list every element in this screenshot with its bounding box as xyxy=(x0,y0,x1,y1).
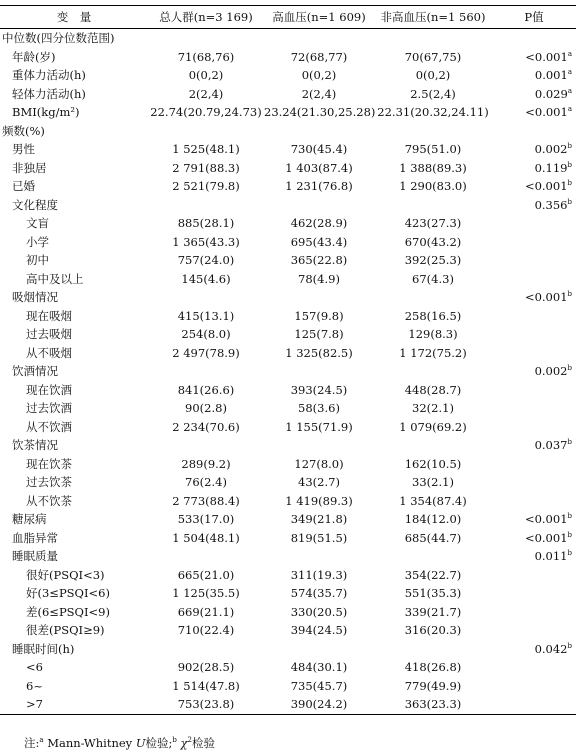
row-label: 文盲 xyxy=(26,216,49,230)
p-value-text: <0.001 xyxy=(524,512,568,526)
table-row xyxy=(0,362,576,381)
cell-non-hypertension xyxy=(374,362,492,381)
cell-total: 2 791(88.3) xyxy=(172,160,240,175)
cell-p-value xyxy=(492,677,576,696)
row-label: 从不吸烟 xyxy=(26,345,72,360)
table-row xyxy=(0,658,576,677)
row-label: 糖尿病 xyxy=(12,512,47,526)
row-label: 睡眠质量 xyxy=(12,549,58,563)
p-value-test-mark: b xyxy=(567,364,572,373)
cell-p-value xyxy=(492,492,576,511)
cell-total: 753(23.8) xyxy=(177,697,235,711)
cell-hypertension: 462(28.9) xyxy=(290,216,348,230)
cell-p-value xyxy=(492,122,576,141)
cell-p-value xyxy=(492,85,576,104)
cell-hypertension: 730(45.4) xyxy=(290,142,348,156)
row-label: 已婚 xyxy=(12,179,35,193)
table-row xyxy=(0,510,576,529)
table-header xyxy=(0,6,576,29)
table-row xyxy=(0,677,576,696)
table-row xyxy=(0,584,576,603)
table-row xyxy=(0,566,576,585)
row-label: 频数(%) xyxy=(2,123,45,138)
p-value-test-mark: b xyxy=(567,512,572,521)
cell-non-hypertension xyxy=(374,547,492,566)
footnote-b-suffix: 检验 xyxy=(191,736,215,750)
footnote-a-u: U xyxy=(135,736,146,750)
cell-non-hypertension: 448(28.7) xyxy=(404,382,462,397)
cell-p-value xyxy=(492,473,576,492)
cell-total: 669(21.1) xyxy=(177,604,235,619)
p-value-text: 0.002 xyxy=(534,364,568,378)
cell-hypertension xyxy=(264,288,374,307)
cell-hypertension: 78(4.9) xyxy=(298,271,340,286)
p-value-test-mark: b xyxy=(567,160,572,169)
table-row xyxy=(0,103,576,122)
cell-total: 1 504(48.1) xyxy=(172,530,240,545)
cell-non-hypertension: 354(22.7) xyxy=(404,567,462,582)
footnote-b-chi: χ xyxy=(176,736,188,750)
p-value-text: 0.011 xyxy=(534,549,568,563)
footnote-a-mark: a xyxy=(39,736,44,745)
row-label: 好(3≤PSQI<6) xyxy=(26,586,110,600)
cell-p-value xyxy=(492,214,576,233)
table-row xyxy=(0,233,576,252)
cell-non-hypertension: 1 388(89.3) xyxy=(399,160,467,175)
row-label: 很差(PSQI≥9) xyxy=(26,623,105,637)
table-row xyxy=(0,122,576,141)
cell-total: 2 773(88.4) xyxy=(172,493,240,508)
cell-non-hypertension xyxy=(374,288,492,307)
footnote-a-text: Mann-Whitney xyxy=(43,736,136,750)
cell-total xyxy=(148,640,264,659)
cell-total: 1 125(35.5) xyxy=(172,586,240,600)
cell-total: 2 521(79.8) xyxy=(172,179,240,193)
table-row xyxy=(0,48,576,67)
p-value-text: <0.001 xyxy=(524,290,568,304)
p-value-text: 0.119 xyxy=(534,160,568,175)
header-variable: 变 量 xyxy=(56,10,92,24)
cell-p-value xyxy=(492,584,576,603)
row-label: 过去饮茶 xyxy=(26,475,72,489)
p-value-test-mark: b xyxy=(567,530,572,539)
table-row xyxy=(0,159,576,178)
cell-total: 533(17.0) xyxy=(177,512,235,526)
row-label: 现在吸烟 xyxy=(26,308,72,323)
cell-non-hypertension: 22.31(20.32,24.11) xyxy=(377,105,489,119)
p-value-text: 0.002 xyxy=(534,142,568,156)
p-value-text: <0.001 xyxy=(525,105,568,119)
cell-p-value xyxy=(492,418,576,437)
row-label: 过去吸烟 xyxy=(26,327,72,341)
header-p-value: P值 xyxy=(524,10,544,24)
cell-total: 289(9.2) xyxy=(181,456,231,471)
cell-non-hypertension xyxy=(374,436,492,455)
cell-p-value xyxy=(492,66,576,85)
cell-hypertension: 23.24(21.30,25.28) xyxy=(264,105,376,119)
cell-non-hypertension xyxy=(374,29,492,48)
cell-non-hypertension: 779(49.9) xyxy=(404,678,462,693)
p-value-text: <0.001 xyxy=(524,179,568,193)
cell-p-value xyxy=(492,288,576,307)
cell-hypertension xyxy=(264,640,374,659)
cell-hypertension xyxy=(264,362,374,381)
cell-hypertension: 1 419(89.3) xyxy=(285,493,353,508)
data-table xyxy=(0,5,576,715)
row-label: 现在饮茶 xyxy=(26,456,72,471)
cell-hypertension: 311(19.3) xyxy=(290,567,348,582)
cell-total: 22.74(20.79,24.73) xyxy=(150,105,262,119)
cell-hypertension: 0(0,2) xyxy=(301,68,337,82)
p-value-text: 0.042 xyxy=(534,641,568,656)
p-value-test-mark: a xyxy=(567,105,572,114)
table-row xyxy=(0,436,576,455)
cell-non-hypertension: 670(43.2) xyxy=(404,234,462,249)
row-label: 饮茶情况 xyxy=(12,438,58,452)
cell-hypertension: 2(2,4) xyxy=(301,86,337,101)
cell-p-value xyxy=(492,547,576,566)
table-row xyxy=(0,325,576,344)
header-row xyxy=(0,6,576,29)
cell-p-value xyxy=(492,196,576,215)
table-row xyxy=(0,29,576,48)
cell-p-value xyxy=(492,510,576,529)
cell-total: 902(28.5) xyxy=(177,660,235,674)
p-value-test-mark: b xyxy=(567,197,572,206)
p-value-text: 0.001 xyxy=(534,68,568,82)
cell-total: 71(68,76) xyxy=(177,49,235,64)
p-value-test-mark: b xyxy=(567,438,572,447)
cell-total xyxy=(148,122,264,141)
cell-hypertension: 819(51.5) xyxy=(290,530,348,545)
cell-total xyxy=(148,196,264,215)
cell-hypertension: 574(35.7) xyxy=(290,586,348,600)
table-row xyxy=(0,529,576,548)
table-row xyxy=(0,547,576,566)
cell-non-hypertension: 184(12.0) xyxy=(404,512,462,526)
cell-total: 841(26.6) xyxy=(177,382,235,397)
cell-non-hypertension: 1 079(69.2) xyxy=(399,419,467,434)
p-value-text: <0.001 xyxy=(524,530,568,545)
cell-total: 885(28.1) xyxy=(177,216,235,230)
cell-p-value xyxy=(492,362,576,381)
table-row xyxy=(0,695,576,714)
table-row xyxy=(0,66,576,85)
cell-hypertension: 695(43.4) xyxy=(290,234,348,249)
cell-non-hypertension: 1 290(83.0) xyxy=(399,179,467,193)
table-row xyxy=(0,85,576,104)
table-body xyxy=(0,29,576,715)
cell-p-value xyxy=(492,270,576,289)
table-row xyxy=(0,177,576,196)
cell-non-hypertension: 67(4.3) xyxy=(412,271,454,286)
cell-non-hypertension: 685(44.7) xyxy=(404,530,462,545)
cell-total: 2(2,4) xyxy=(188,86,224,101)
cell-non-hypertension: 1 354(87.4) xyxy=(399,493,467,508)
row-label: 小学 xyxy=(26,234,49,249)
cell-non-hypertension: 418(26.8) xyxy=(404,660,462,674)
cell-total xyxy=(148,362,264,381)
cell-non-hypertension: 339(21.7) xyxy=(404,604,462,619)
cell-p-value xyxy=(492,344,576,363)
row-label: 高中及以上 xyxy=(26,271,84,286)
row-label: <6 xyxy=(26,660,43,674)
cell-non-hypertension: 0(0,2) xyxy=(415,68,451,82)
p-value-test-mark: a xyxy=(567,68,572,77)
cell-total: 415(13.1) xyxy=(177,308,235,323)
cell-hypertension: 390(24.2) xyxy=(290,697,348,711)
cell-p-value xyxy=(492,695,576,714)
p-value-text: 0.029 xyxy=(534,86,568,101)
cell-non-hypertension: 1 172(75.2) xyxy=(399,345,467,360)
row-label: 饮酒情况 xyxy=(12,364,58,378)
cell-total: 757(24.0) xyxy=(177,253,235,267)
row-label: 文化程度 xyxy=(12,197,58,212)
table-footnote xyxy=(24,735,215,751)
cell-total: 145(4.6) xyxy=(181,271,231,286)
cell-p-value xyxy=(492,381,576,400)
row-label: 从不饮酒 xyxy=(26,419,72,434)
row-label: 中位数(四分位数范围) xyxy=(2,31,115,45)
row-label: 轻体力活动(h) xyxy=(12,86,86,101)
cell-hypertension: 484(30.1) xyxy=(290,660,348,674)
cell-non-hypertension xyxy=(374,640,492,659)
cell-total xyxy=(148,29,264,48)
table-row xyxy=(0,307,576,326)
table-row xyxy=(0,492,576,511)
p-value-test-mark: b xyxy=(567,142,572,151)
cell-p-value xyxy=(492,566,576,585)
header-non-hypertension: 非高血压(n=1 560) xyxy=(380,10,486,24)
cell-hypertension: 1 325(82.5) xyxy=(285,345,353,360)
table-row xyxy=(0,288,576,307)
cell-total xyxy=(148,288,264,307)
table-row xyxy=(0,214,576,233)
table-row xyxy=(0,344,576,363)
cell-hypertension: 1 155(71.9) xyxy=(285,419,353,434)
p-value-text: 0.356 xyxy=(534,197,568,212)
cell-non-hypertension: 2.5(2,4) xyxy=(410,86,456,101)
cell-total: 254(8.0) xyxy=(181,327,231,341)
cell-p-value xyxy=(492,529,576,548)
cell-hypertension: 330(20.5) xyxy=(290,604,348,619)
cell-p-value xyxy=(492,640,576,659)
cell-hypertension: 365(22.8) xyxy=(290,253,348,267)
p-value-test-mark: b xyxy=(567,179,572,188)
p-value-test-mark: a xyxy=(567,86,572,95)
cell-p-value xyxy=(492,233,576,252)
row-label: 血脂异常 xyxy=(12,530,58,545)
cell-total xyxy=(148,436,264,455)
data-table-container xyxy=(0,5,576,715)
row-label: 过去饮酒 xyxy=(26,401,72,415)
cell-non-hypertension: 129(8.3) xyxy=(408,327,458,341)
cell-p-value xyxy=(492,251,576,270)
p-value-test-mark: b xyxy=(567,641,572,650)
cell-p-value xyxy=(492,436,576,455)
row-label: 初中 xyxy=(26,253,49,267)
cell-hypertension xyxy=(264,436,374,455)
cell-non-hypertension: 316(20.3) xyxy=(404,623,462,637)
cell-total: 76(2.4) xyxy=(185,475,227,489)
cell-hypertension xyxy=(264,122,374,141)
table-row xyxy=(0,473,576,492)
p-value-text: 0.037 xyxy=(534,438,568,452)
p-value-test-mark: a xyxy=(567,49,572,58)
cell-total: 0(0,2) xyxy=(188,68,224,82)
p-value-test-mark: b xyxy=(567,549,572,558)
header-hypertension: 高血压(n=1 609) xyxy=(272,10,366,24)
cell-non-hypertension xyxy=(374,196,492,215)
cell-p-value xyxy=(492,48,576,67)
table-row xyxy=(0,251,576,270)
cell-p-value xyxy=(492,325,576,344)
cell-hypertension: 1 403(87.4) xyxy=(285,160,353,175)
row-label: 从不饮茶 xyxy=(26,493,72,508)
cell-p-value xyxy=(492,603,576,622)
cell-hypertension: 58(3.6) xyxy=(298,401,340,415)
cell-hypertension: 394(24.5) xyxy=(290,623,348,637)
cell-p-value xyxy=(492,159,576,178)
cell-non-hypertension xyxy=(374,122,492,141)
header-total: 总人群(n=3 169) xyxy=(159,10,253,24)
cell-non-hypertension: 551(35.3) xyxy=(404,586,462,600)
cell-hypertension xyxy=(264,547,374,566)
cell-hypertension xyxy=(264,196,374,215)
row-label: >7 xyxy=(26,697,43,711)
row-label: 很好(PSQI<3) xyxy=(26,567,105,582)
table-row xyxy=(0,399,576,418)
footnote-a-suffix: 检验; xyxy=(145,736,173,750)
cell-p-value xyxy=(492,307,576,326)
p-value-test-mark: b xyxy=(567,290,572,299)
table-row xyxy=(0,418,576,437)
cell-total: 1 525(48.1) xyxy=(172,142,240,156)
cell-total: 665(21.0) xyxy=(177,567,235,582)
cell-non-hypertension: 795(51.0) xyxy=(404,142,462,156)
cell-hypertension: 125(7.8) xyxy=(294,327,344,341)
cell-hypertension: 157(9.8) xyxy=(294,308,344,323)
row-label: 差(6≤PSQI<9) xyxy=(26,604,110,619)
row-label: 非独居 xyxy=(12,160,47,175)
row-label: 重体力活动(h) xyxy=(12,68,86,82)
cell-non-hypertension: 162(10.5) xyxy=(404,456,462,471)
cell-total: 90(2.8) xyxy=(185,401,227,415)
table-row xyxy=(0,196,576,215)
cell-hypertension: 349(21.8) xyxy=(290,512,348,526)
cell-p-value xyxy=(492,399,576,418)
cell-non-hypertension: 70(67,75) xyxy=(404,49,462,64)
footnote-b-exp: 2 xyxy=(187,736,192,745)
cell-hypertension: 72(68,77) xyxy=(290,49,348,64)
cell-non-hypertension: 32(2.1) xyxy=(412,401,454,415)
cell-non-hypertension: 33(2.1) xyxy=(412,475,454,489)
footnote-prefix: 注: xyxy=(24,736,40,750)
table-row xyxy=(0,640,576,659)
cell-total: 2 497(78.9) xyxy=(172,345,240,360)
cell-total xyxy=(148,547,264,566)
cell-p-value xyxy=(492,658,576,677)
cell-hypertension: 127(8.0) xyxy=(294,456,344,471)
cell-hypertension xyxy=(264,29,374,48)
cell-p-value xyxy=(492,455,576,474)
table-row xyxy=(0,621,576,640)
row-label: BMI(kg/m²) xyxy=(12,105,80,119)
row-label: 年龄(岁) xyxy=(12,49,56,64)
cell-non-hypertension: 423(27.3) xyxy=(404,216,462,230)
table-row xyxy=(0,603,576,622)
row-label: 睡眠时间(h) xyxy=(12,641,75,656)
table-row xyxy=(0,270,576,289)
cell-total: 710(22.4) xyxy=(177,623,235,637)
cell-hypertension: 1 231(76.8) xyxy=(285,179,353,193)
p-value-text: <0.001 xyxy=(525,49,568,64)
row-label: 现在饮酒 xyxy=(26,382,72,397)
table-row xyxy=(0,381,576,400)
cell-p-value xyxy=(492,140,576,159)
cell-total: 2 234(70.6) xyxy=(172,419,240,434)
cell-p-value xyxy=(492,621,576,640)
cell-hypertension: 735(45.7) xyxy=(290,678,348,693)
cell-p-value xyxy=(492,177,576,196)
cell-p-value xyxy=(492,29,576,48)
row-label: 6~ xyxy=(26,678,43,693)
footnote-b-mark: b xyxy=(172,736,177,745)
row-label: 吸烟情况 xyxy=(12,290,58,304)
cell-total: 1 514(47.8) xyxy=(172,678,240,693)
row-label: 男性 xyxy=(12,142,35,156)
table-row xyxy=(0,140,576,159)
cell-non-hypertension: 363(23.3) xyxy=(404,697,462,711)
cell-hypertension: 393(24.5) xyxy=(290,382,348,397)
cell-p-value xyxy=(492,103,576,122)
table-row xyxy=(0,455,576,474)
cell-non-hypertension: 258(16.5) xyxy=(404,308,462,323)
cell-total: 1 365(43.3) xyxy=(172,234,240,249)
cell-hypertension: 43(2.7) xyxy=(298,475,340,489)
cell-non-hypertension: 392(25.3) xyxy=(404,253,462,267)
